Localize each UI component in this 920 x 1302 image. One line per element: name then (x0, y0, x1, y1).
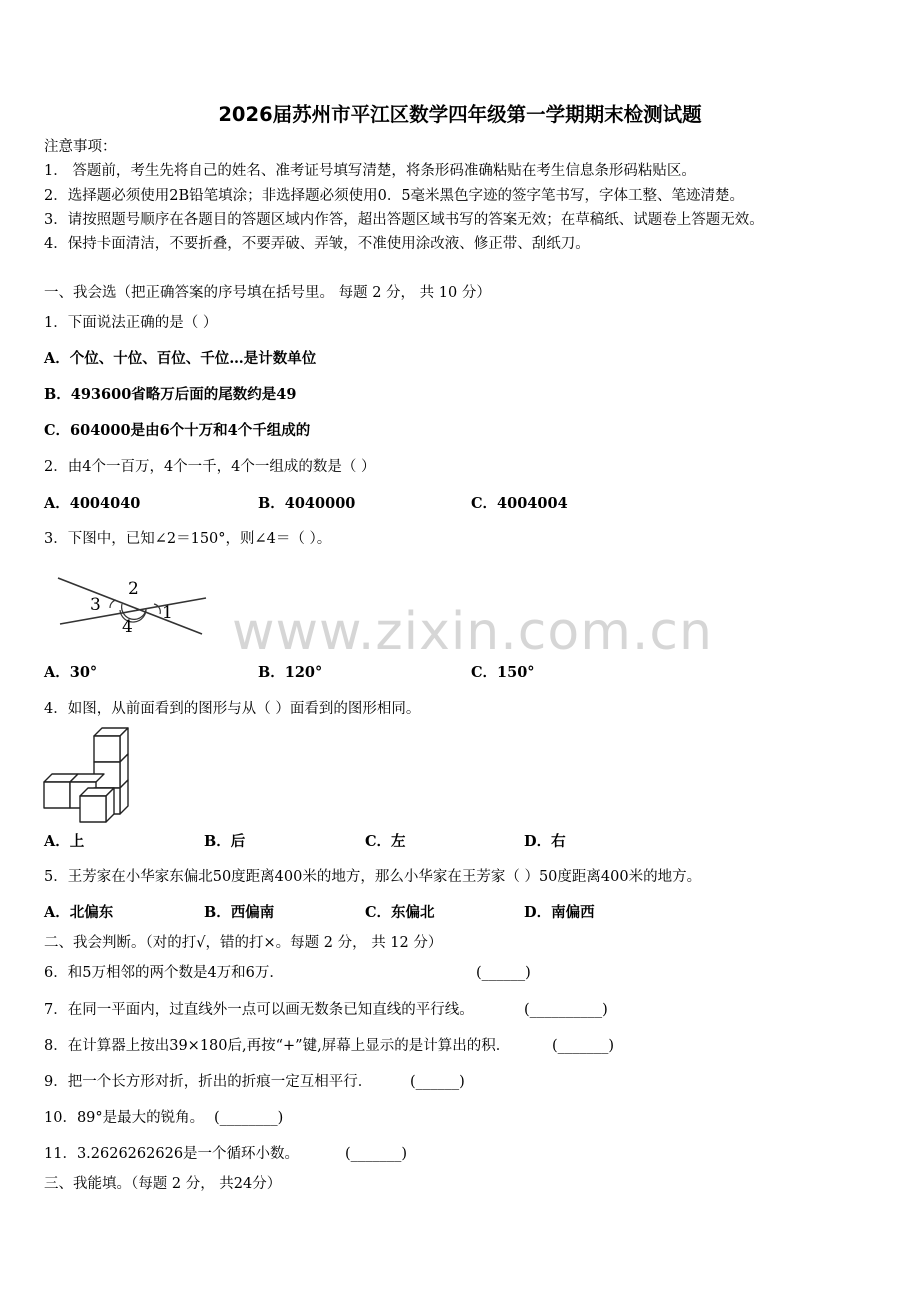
section1-heading: 一、我会选（把正确答案的序号填在括号里。 每题 2 分， 共 10 分） (44, 285, 491, 301)
q2-stem: 2．由4个一百万，4个一千，4个一组成的数是（ ） (44, 459, 376, 475)
q4-option-d: D．右 (524, 833, 566, 850)
angle-label-2: 2 (128, 579, 139, 599)
q5-stem: 5．王芳家在小华家东偏北50度距离400米的地方，那么小华家在王芳家（ ）50度距离400米的地方。 (44, 869, 702, 885)
cube-figure (42, 726, 142, 822)
section3-heading: 三、我能填。（每题 2 分， 共24分） (44, 1176, 282, 1192)
q4-option-a: A．上 (44, 833, 85, 850)
angle-figure (54, 574, 234, 644)
cube-front-face (44, 782, 70, 808)
q1-option-b: B．493600省略万后面的尾数约是49 (44, 386, 297, 403)
answer-blank[interactable]: (______) (410, 1074, 465, 1090)
notice-item: 1． 答题前，考生先将自己的姓名、准考证号填写清楚，将条形码准确粘贴在考生信息条形码粘贴区。 (44, 163, 696, 179)
cube-front-face (80, 796, 106, 822)
q4-option-c: C．左 (365, 833, 406, 850)
notice-item: 2．选择题必须使用2B铅笔填涂；非选择题必须使用0．5毫米黑色字迹的签字笔书写，字体工整、笔迹清楚。 (44, 188, 745, 204)
answer-blank[interactable]: (________) (214, 1110, 284, 1126)
q1-option-a: A．个位、十位、百位、千位…是计数单位 (44, 350, 317, 367)
notice-item: 3．请按照题号顺序在各题目的答题区域内作答，超出答题区域书写的答案无效；在草稿纸、试题卷上答题无效。 (44, 212, 764, 228)
judge-item-text: 6．和5万相邻的两个数是4万和6万． (44, 965, 284, 981)
angle-label-4: 4 (122, 617, 133, 637)
q4-stem: 4．如图，从前面看到的图形与从（ ）面看到的图形相同。 (44, 701, 421, 717)
section2-heading: 二、我会判断。（对的打√，错的打×。每题 2 分， 共 12 分） (44, 935, 443, 951)
q2-option-c: C．4004004 (471, 495, 568, 512)
cube-front-face (94, 736, 120, 762)
q1-option-c: C．604000是由6个十万和4个千组成的 (44, 422, 311, 439)
q4-option-b: B．后 (204, 833, 246, 850)
q3-option-a: A．30° (44, 664, 98, 681)
q5-option-b: B．西偏南 (204, 904, 275, 921)
page-title: 2026届苏州市平江区数学四年级第一学期期末检测试题 (218, 103, 702, 126)
answer-blank[interactable]: (_______) (552, 1038, 615, 1054)
q3-option-c: C．150° (471, 664, 535, 681)
judge-item-text: 7．在同一平面内，过直线外一点可以画无数条已知直线的平行线。 (44, 1002, 474, 1018)
judge-item-text: 10．89°是最大的锐角。 (44, 1110, 205, 1126)
answer-blank[interactable]: (_______) (345, 1146, 408, 1162)
q5-option-c: C．东偏北 (365, 904, 435, 921)
angle-arc-3 (110, 600, 116, 608)
q3-stem: 3．下图中，已知∠2＝150°，则∠4＝（ ）。 (44, 531, 332, 547)
q5-option-d: D．南偏西 (524, 904, 595, 921)
q2-option-a: A．4004040 (44, 495, 141, 512)
answer-blank[interactable]: (______) (476, 965, 531, 981)
angle-label-1: 1 (162, 603, 173, 623)
judge-item-text: 11．3.2626262626是一个循环小数。 (44, 1146, 300, 1162)
answer-blank[interactable]: (__________) (524, 1002, 608, 1018)
angle-label-3: 3 (90, 595, 101, 615)
watermark: www.zixin.com.cn (232, 602, 713, 662)
judge-item-text: 9．把一个长方形对折，折出的折痕一定互相平行． (44, 1074, 373, 1090)
q1-stem: 1．下面说法正确的是（ ） (44, 315, 218, 331)
q5-option-a: A．北偏东 (44, 904, 114, 921)
judge-item-text: 8．在计算器上按出39×180后,再按“+”键,屏幕上显示的是计算出的积． (44, 1038, 511, 1054)
line-2 (60, 598, 206, 624)
q3-option-b: B．120° (258, 664, 323, 681)
q2-option-b: B．4040000 (258, 495, 356, 512)
notice-heading: 注意事项： (44, 139, 117, 155)
notice-item: 4．保持卡面清洁，不要折叠，不要弄破、弄皱，不准使用涂改液、修正带、刮纸刀。 (44, 236, 590, 252)
